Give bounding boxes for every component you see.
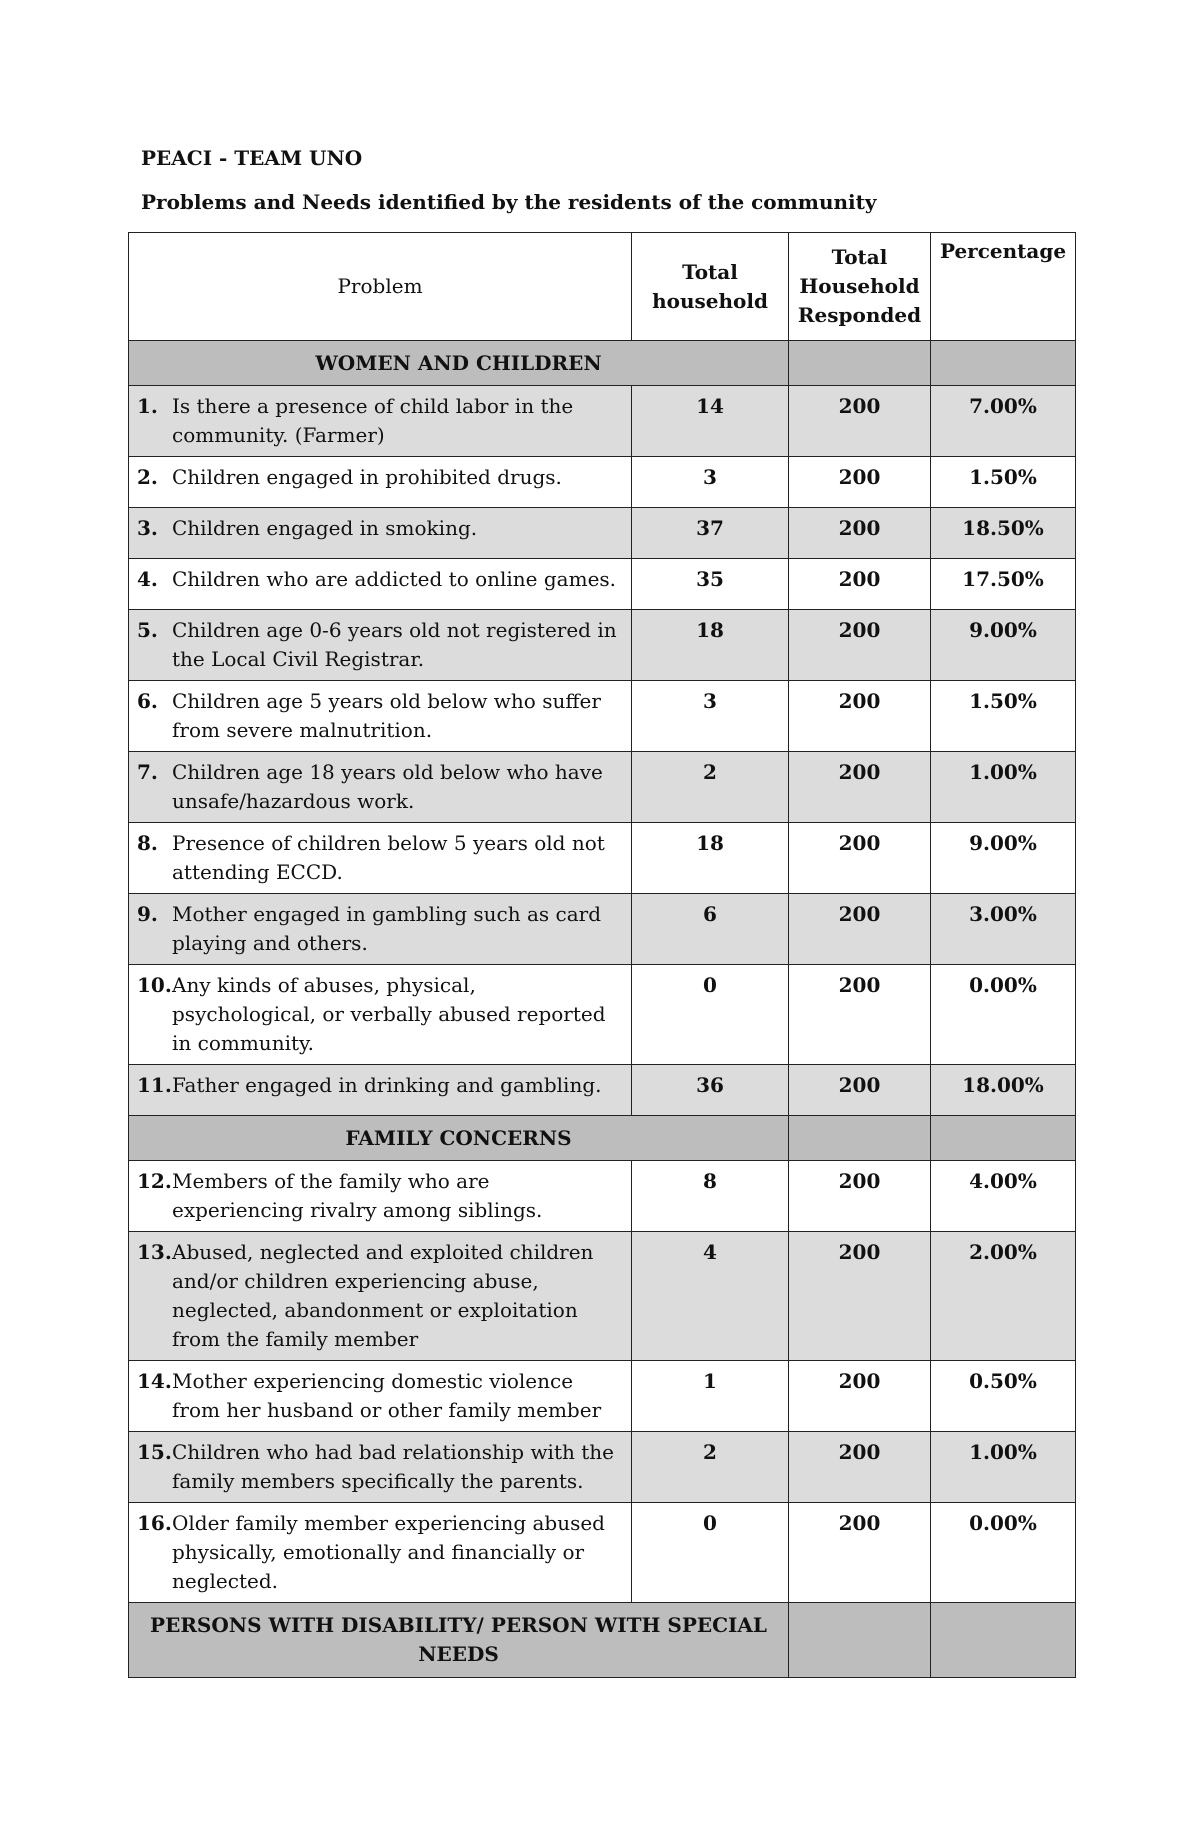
total-responded-cell: 200 [789, 823, 931, 894]
section-title: FAMILY CONCERNS [129, 1116, 789, 1161]
total-responded-cell: 200 [789, 559, 931, 610]
section-title: WOMEN AND CHILDREN [129, 341, 789, 386]
total-household-cell: 2 [632, 752, 789, 823]
table-row [129, 823, 1076, 894]
problem-text: Abused, neglected and exploited children and/or children experiencing abuse, neglected, abandonment or exploitation from the family member [172, 1240, 594, 1351]
column-header-total-household: Total household [632, 233, 789, 341]
total-responded-cell: 200 [789, 1361, 931, 1432]
column-header-total-responded: Total Household Responded [789, 233, 931, 341]
table-row [129, 457, 1076, 508]
item-number: 15. [137, 1440, 172, 1464]
problem-text: Children engaged in smoking. [172, 516, 478, 540]
percentage-cell: 18.00% [931, 1065, 1076, 1116]
problem-cell [129, 823, 632, 894]
total-responded-cell: 200 [789, 508, 931, 559]
item-number: 14. [137, 1369, 172, 1393]
problem-cell [129, 457, 632, 508]
problem-cell [129, 1065, 632, 1116]
total-responded-cell: 200 [789, 1432, 931, 1503]
total-responded-cell: 200 [789, 1503, 931, 1603]
column-header-percentage: Percentage [931, 233, 1076, 341]
total-responded-cell: 200 [789, 457, 931, 508]
item-number: 13. [137, 1240, 172, 1264]
problem-cell [129, 610, 632, 681]
table-row [129, 386, 1076, 457]
table-row [129, 1432, 1076, 1503]
section-empty-cell [789, 341, 931, 386]
section-header-row [129, 1116, 1076, 1161]
table-row [129, 894, 1076, 965]
problem-cell [129, 1503, 632, 1603]
item-number: 9. [137, 902, 158, 926]
percentage-cell: 17.50% [931, 559, 1076, 610]
percentage-cell: 1.00% [931, 1432, 1076, 1503]
problem-text: Children age 0-6 years old not registered in the Local Civil Registrar. [172, 618, 617, 671]
table-row [129, 681, 1076, 752]
percentage-cell: 1.50% [931, 681, 1076, 752]
percentage-cell: 0.50% [931, 1361, 1076, 1432]
problems-table [128, 232, 1076, 1678]
total-responded-cell: 200 [789, 1161, 931, 1232]
total-household-cell: 37 [632, 508, 789, 559]
problem-text: Older family member experiencing abused physically, emotionally and financially or neglected. [172, 1511, 605, 1593]
table-row [129, 752, 1076, 823]
problem-cell [129, 386, 632, 457]
total-household-cell: 18 [632, 823, 789, 894]
problem-text: Children who are addicted to online games. [172, 567, 617, 591]
problem-cell [129, 681, 632, 752]
item-number: 4. [137, 567, 158, 591]
total-household-cell: 0 [632, 1503, 789, 1603]
percentage-cell: 18.50% [931, 508, 1076, 559]
problem-text: Mother engaged in gambling such as card playing and others. [172, 902, 602, 955]
document-title: PEACI - TEAM UNO [141, 146, 363, 170]
table-header-row [129, 233, 1076, 341]
problem-text: Members of the family who are experiencing rivalry among siblings. [172, 1169, 543, 1222]
total-responded-cell: 200 [789, 1065, 931, 1116]
problem-cell [129, 1232, 632, 1361]
problem-cell [129, 894, 632, 965]
table-row [129, 1361, 1076, 1432]
item-number: 10. [137, 973, 172, 997]
column-header-problem: Problem [129, 233, 632, 341]
total-household-cell: 2 [632, 1432, 789, 1503]
percentage-cell: 4.00% [931, 1161, 1076, 1232]
problem-cell [129, 1161, 632, 1232]
problem-cell [129, 1361, 632, 1432]
problem-text: Father engaged in drinking and gambling. [172, 1073, 602, 1097]
table-row [129, 508, 1076, 559]
table-row [129, 1232, 1076, 1361]
total-household-cell: 3 [632, 457, 789, 508]
table-row [129, 1065, 1076, 1116]
table-row [129, 610, 1076, 681]
problem-text: Children who had bad relationship with the family members specifically the parents. [172, 1440, 614, 1493]
problem-text: Children age 5 years old below who suffer from severe malnutrition. [172, 689, 601, 742]
section-empty-cell [931, 1116, 1076, 1161]
document-subtitle: Problems and Needs identified by the residents of the community [141, 190, 877, 214]
item-number: 2. [137, 465, 158, 489]
total-responded-cell: 200 [789, 965, 931, 1065]
item-number: 5. [137, 618, 158, 642]
table-row [129, 1503, 1076, 1603]
item-number: 7. [137, 760, 158, 784]
item-number: 6. [137, 689, 158, 713]
section-header-row [129, 341, 1076, 386]
problem-text: Any kinds of abuses, physical, psychological, or verbally abused reported in community. [172, 973, 606, 1055]
problem-text: Children age 18 years old below who have unsafe/hazardous work. [172, 760, 603, 813]
item-number: 11. [137, 1073, 172, 1097]
section-header-row [129, 1603, 1076, 1678]
item-number: 8. [137, 831, 158, 855]
total-household-cell: 36 [632, 1065, 789, 1116]
total-responded-cell: 200 [789, 386, 931, 457]
percentage-cell: 1.00% [931, 752, 1076, 823]
total-responded-cell: 200 [789, 610, 931, 681]
total-responded-cell: 200 [789, 1232, 931, 1361]
total-household-cell: 0 [632, 965, 789, 1065]
problem-cell [129, 752, 632, 823]
table-row [129, 559, 1076, 610]
percentage-cell: 2.00% [931, 1232, 1076, 1361]
problem-text: Presence of children below 5 years old not attending ECCD. [172, 831, 605, 884]
total-household-cell: 18 [632, 610, 789, 681]
section-title: PERSONS WITH DISABILITY/ PERSON WITH SPECIAL NEEDS [129, 1603, 789, 1678]
total-household-cell: 35 [632, 559, 789, 610]
item-number: 1. [137, 394, 158, 418]
total-household-cell: 1 [632, 1361, 789, 1432]
total-household-cell: 6 [632, 894, 789, 965]
total-responded-cell: 200 [789, 894, 931, 965]
problem-cell [129, 1432, 632, 1503]
total-household-cell: 3 [632, 681, 789, 752]
percentage-cell: 7.00% [931, 386, 1076, 457]
total-household-cell: 14 [632, 386, 789, 457]
percentage-cell: 0.00% [931, 965, 1076, 1065]
item-number: 12. [137, 1169, 172, 1193]
total-responded-cell: 200 [789, 752, 931, 823]
section-empty-cell [789, 1603, 931, 1678]
total-household-cell: 8 [632, 1161, 789, 1232]
percentage-cell: 9.00% [931, 823, 1076, 894]
problem-cell [129, 965, 632, 1065]
item-number: 16. [137, 1511, 172, 1535]
percentage-cell: 0.00% [931, 1503, 1076, 1603]
item-number: 3. [137, 516, 158, 540]
total-household-cell: 4 [632, 1232, 789, 1361]
table-row [129, 965, 1076, 1065]
section-empty-cell [931, 1603, 1076, 1678]
table-row [129, 1161, 1076, 1232]
percentage-cell: 9.00% [931, 610, 1076, 681]
percentage-cell: 3.00% [931, 894, 1076, 965]
section-empty-cell [931, 341, 1076, 386]
total-responded-cell: 200 [789, 681, 931, 752]
problem-text: Is there a presence of child labor in the community. (Farmer) [172, 394, 574, 447]
problem-text: Children engaged in prohibited drugs. [172, 465, 562, 489]
problem-cell [129, 559, 632, 610]
section-empty-cell [789, 1116, 931, 1161]
problem-cell [129, 508, 632, 559]
problem-text: Mother experiencing domestic violence from her husband or other family member [172, 1369, 602, 1422]
percentage-cell: 1.50% [931, 457, 1076, 508]
